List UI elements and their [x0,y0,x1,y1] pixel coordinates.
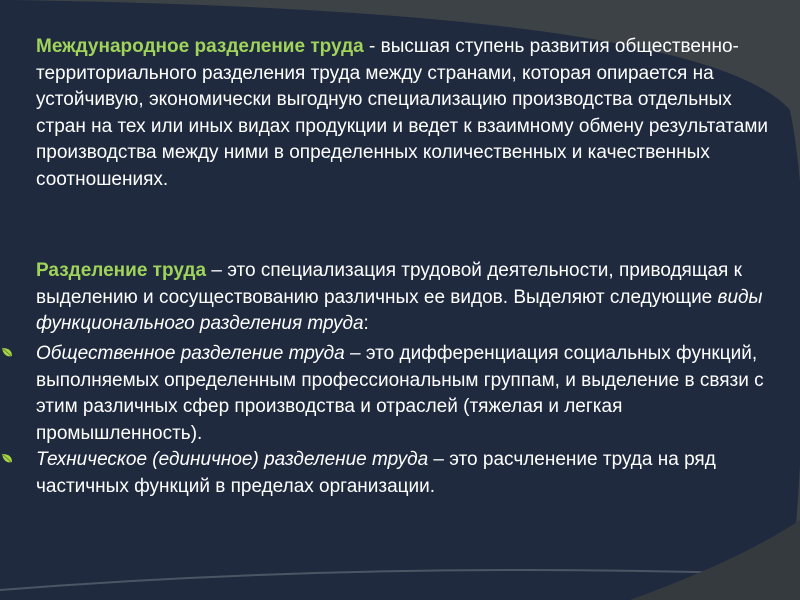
definition-paragraph-division [36,258,776,338]
bullet-term: Техническое (единичное) разделение труда [36,449,429,470]
colon: : [363,313,369,334]
leaf-bullet-icon [0,344,14,364]
functional-types-phrase: виды функционального разделения труда [36,286,763,334]
term-division-of-labor: Разделение труда [36,260,207,281]
bullet-term: Общественное разделение труда [36,343,345,364]
definition-text-division: – это специализация трудовой деятельности, приводящая к выделению и сосуществованию различных ее видов. Выделяют следующие [36,260,742,308]
list-item [0,341,780,447]
list-item [0,447,780,500]
bullet-text: – это расчленение труда на ряд частичных функций в пределах организации. [36,449,716,497]
bullet-text: – это дифференциация социальных функций, выполняемых определенным профессиональным группам, и выделение в связи с этим различных сфер производства и отраслей (тяжелая и легкая промышленность). [36,343,764,444]
definition-paragraph-international [36,34,776,193]
bullet-list [0,341,780,500]
term-international-division: Международное разделение труда [36,36,364,57]
leaf-bullet-icon [0,450,14,470]
definition-text-international: - высшая ступень развития общественно-территориального разделения труда между странами, которая опирается на устойчивую, экономически выгодную специализацию производства отдельных стран на тех или иных видах продукции и ведет к взаимному обмену результатами производства между ними в определенных количественных и качественных соотношениях. [36,36,768,190]
